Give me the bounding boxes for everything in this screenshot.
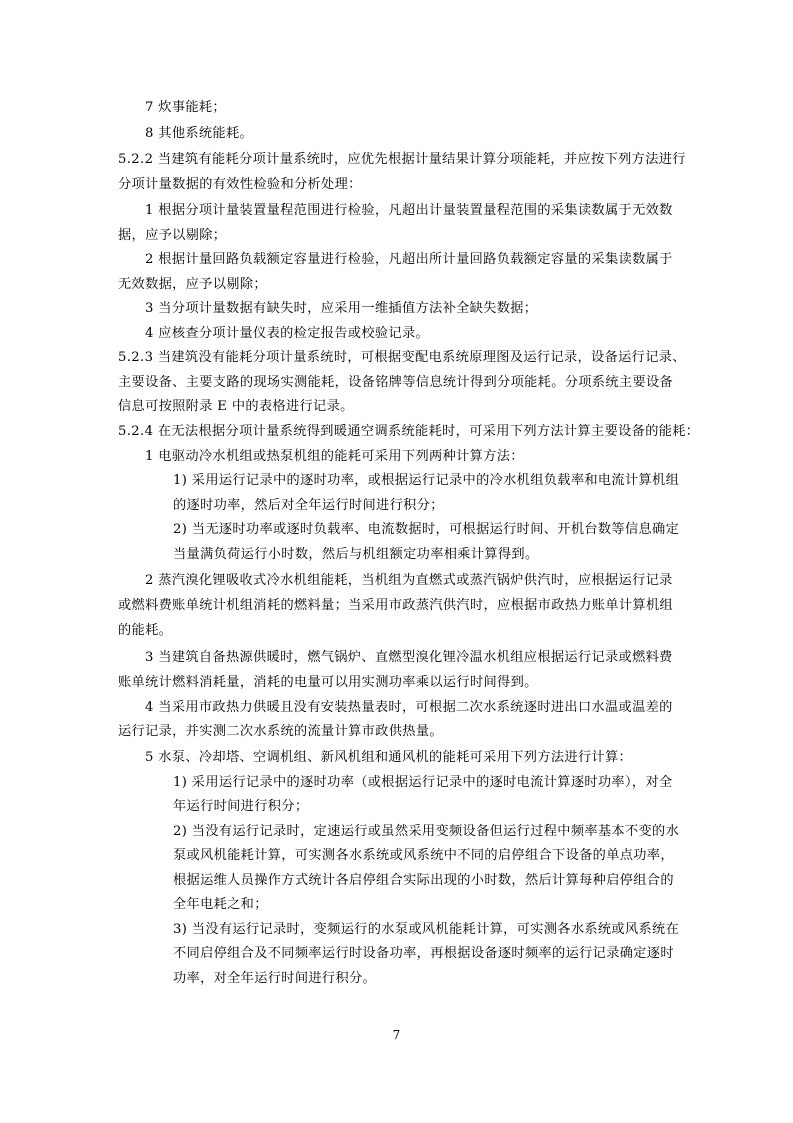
text-line: 当量满负荷运行小时数，然后与机组额定功率相乘计算得到。 — [173, 547, 539, 562]
text-line: 分项计量数据的有效性检验和分析处理： — [118, 177, 362, 192]
text-line: 根据运维人员操作方式统计各启停组合实际出现的小时数，然后计算每种启停组合的 — [173, 873, 674, 888]
text-line: 全年电耗之和； — [173, 897, 268, 912]
clause-5-2-3: 5.2.3 当建筑没有能耗分项计量系统时，可根据变配电系统原理图及运行记录，设备运行记录、 — [118, 350, 686, 365]
text-line: 2 蒸汽溴化锂吸收式冷水机组能耗，当机组为直燃式或蒸汽锅炉供汽时，应根据运行记录 — [145, 573, 673, 588]
text-line: 5 水泵、冷却塔、空调机组、新风机组和通风机的能耗可采用下列方法进行计算： — [145, 750, 633, 765]
text-line: 的能耗。 — [118, 623, 173, 638]
text-line: 2 根据计量回路负载额定容量进行检验，凡超出所计量回路负载额定容量的采集读数属于 — [145, 252, 673, 267]
text-line: 2) 当没有运行记录时，定速运行或虽然采用变频设备但运行过程中频率基本不变的水 — [173, 824, 680, 839]
clause-5-2-2: 5.2.2 当建筑有能耗分项计量系统时，应优先根据计量结果计算分项能耗，并应按下列方法进行 — [118, 152, 686, 167]
text-line: 1 电驱动冷水机组或热泵机组的能耗可采用下列两种计算方法： — [145, 449, 524, 464]
text-line: 账单统计燃料消耗量，消耗的电量可以用实测功率乘以运行时间得到。 — [118, 675, 538, 690]
text-line: 或燃料费账单统计机组消耗的燃料量；当采用市政蒸汽供汽时，应根据市政热力账单计算机组 — [118, 598, 674, 613]
text-line: 据，应予以剔除； — [118, 228, 227, 243]
text-line: 2) 当无逐时功率或逐时负载率、电流数据时，可根据运行时间、开机台数等信息确定 — [173, 522, 680, 537]
clause-5-2-4: 5.2.4 在无法根据分项计量系统得到暖通空调系统能耗时，可采用下列方法计算主要设备的能耗： — [118, 424, 700, 439]
text-line: 1) 采用运行记录中的逐时功率（或根据运行记录中的逐时电流计算逐时功率），对全 — [173, 775, 673, 790]
text-line: 功率，对全年运行时间进行积分。 — [173, 971, 377, 986]
text-line: 信息可按照附录 E 中的表格进行记录。 — [118, 399, 354, 414]
text-line: 3) 当没有运行记录时，变频运行的水泵或风机能耗计算，可实测各水系统或风系统在 — [173, 922, 680, 937]
text-line: 1 根据分项计量装置量程范围进行检验，凡超出计量装置量程范围的采集读数属于无效数 — [145, 203, 673, 218]
text-line: 3 当分项计量数据有缺失时，应采用一维插值方法补全缺失数据； — [145, 301, 538, 316]
text-line: 3 当建筑自备热源供暖时，燃气锅炉、直燃型溴化锂冷温水机组应根据运行记录或燃料费 — [145, 650, 673, 665]
text-line: 8 其他系统能耗。 — [145, 126, 254, 141]
text-line: 4 当采用市政热力供暖且没有安装热量表时，可根据二次水系统逐时进出口水温或温差的 — [145, 700, 673, 715]
text-line: 泵或风机能耗计算，可实测各水系统或风系统中不同的启停组合下设备的单点功率， — [173, 848, 674, 863]
text-line: 主要设备、主要支路的现场实测能耗，设备铭牌等信息统计得到分项能耗。分项系统主要设备 — [118, 375, 674, 390]
text-line: 年运行时间进行积分； — [173, 799, 309, 814]
text-line: 7 炊事能耗； — [145, 100, 226, 115]
text-line: 运行记录，并实测二次水系统的流量计算市政供热量。 — [118, 724, 443, 739]
text-line: 4 应核查分项计量仪表的检定报告或校验记录。 — [145, 326, 430, 341]
page-number: 7 — [392, 1028, 401, 1042]
text-line: 1) 采用运行记录中的逐时功率，或根据运行记录中的冷水机组负载率和电流计算机组 — [173, 473, 680, 488]
text-line: 无效数据，应予以剔除； — [118, 277, 267, 292]
text-line: 不同启停组合及不同频率运行时设备功率，再根据设备逐时频率的运行记录确定逐时 — [173, 946, 674, 961]
text-line: 的逐时功率，然后对全年运行时间进行积分； — [173, 498, 444, 513]
